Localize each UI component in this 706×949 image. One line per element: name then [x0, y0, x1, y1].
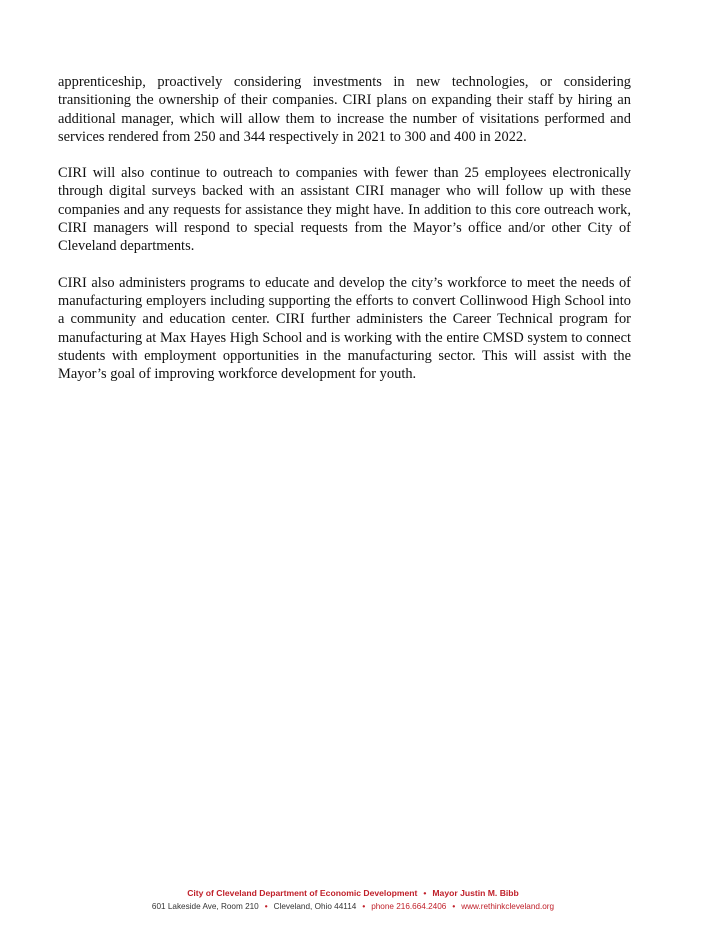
footer-separator: • — [452, 902, 456, 911]
footer-separator: • — [362, 902, 366, 911]
footer-contact-line — [0, 900, 706, 913]
footer-website-link[interactable]: www.rethinkcleveland.org — [461, 902, 555, 911]
footer-address: 601 Lakeside Ave, Room 210 — [151, 902, 259, 911]
paragraph-outreach: CIRI will also continue to outreach to companies with fewer than 25 employees electronically through digital surveys backed with an assistant CIRI manager who will follow up with these companies and any requests for assistance they might have. In addition to this core outreach work, CIRI managers will respond to special requests from the Mayor’s office and/or other City of Cleveland departments. — [58, 165, 631, 255]
document-body — [58, 73, 631, 401]
footer-header-line — [0, 887, 706, 900]
paragraph-workforce-programs: CIRI also administers programs to educate and develop the city’s workforce to meet the needs of manufacturing employers including supporting the efforts to convert Collinwood High School into a community and education center. CIRI further administers the Career Technical program for manufacturing at Max Hayes High School and is working with the entire CMSD system to connect students with employment opportunities in the manufacturing sector. This will assist with the Mayor’s goal of improving workforce development for youth. — [58, 274, 631, 383]
footer-department: City of Cleveland Department of Economic Development — [187, 888, 418, 898]
paragraph-apprenticeship-expansion: apprenticeship, proactively considering investments in new technologies, or considering transitioning the ownership of their companies. CIRI plans on expanding their staff by hiring an additional manager, which will allow them to increase the number of visitations performed and services rendered from 250 and 344 respectively in 2021 to 300 and 400 in 2022. — [58, 74, 631, 145]
footer-mayor: Mayor Justin M. Bibb — [432, 888, 519, 898]
footer-separator: • — [264, 902, 268, 911]
footer-phone: phone 216.664.2406 — [371, 902, 447, 911]
page-footer — [0, 887, 706, 913]
footer-city: Cleveland, Ohio 44114 — [273, 902, 357, 911]
footer-separator: • — [423, 888, 427, 898]
